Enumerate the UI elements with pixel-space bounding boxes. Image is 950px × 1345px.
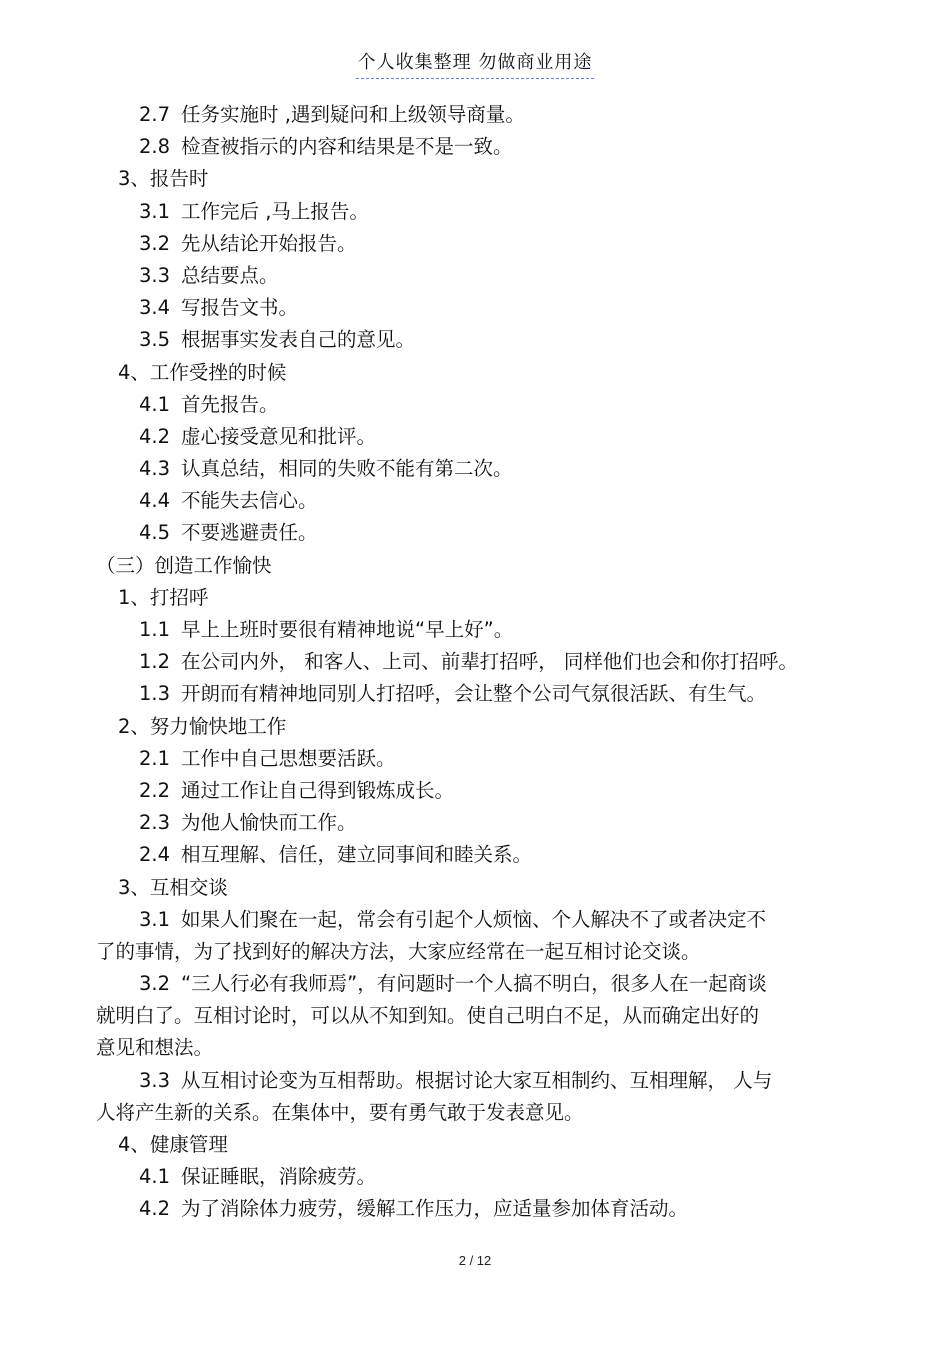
item-text: 意见和想法。 — [96, 1036, 214, 1060]
item-number: 3.2 — [139, 972, 171, 996]
item-number: 4.2 — [139, 424, 171, 448]
item-text: 1、打招呼 — [118, 585, 209, 609]
item-text: 3、报告时 — [118, 167, 209, 191]
item-number: 2.2 — [139, 778, 171, 802]
item-text: 不要逃避责任。 — [181, 521, 318, 545]
list-item — [0, 131, 950, 163]
list-item — [0, 968, 950, 1000]
list-item — [0, 646, 950, 678]
section-heading — [0, 550, 950, 582]
item-text: 为他人愉快而工作。 — [181, 811, 357, 835]
item-text: 首先报告。 — [181, 392, 279, 416]
section-heading — [0, 582, 950, 614]
item-number: 4.4 — [139, 489, 171, 513]
item-text: 检查被指示的内容和结果是不是一致。 — [181, 135, 513, 159]
item-text: 任务实施时 ,遇到疑问和上级领导商量。 — [181, 103, 525, 126]
list-item — [0, 485, 950, 517]
item-text: 工作中自己思想要活跃。 — [181, 746, 396, 770]
item-text: 根据事实发表自己的意见。 — [181, 328, 416, 352]
item-number: 3.5 — [139, 328, 171, 352]
item-text: 虚心接受意见和批评。 — [181, 424, 377, 448]
item-number: 4.5 — [139, 521, 171, 545]
item-text: 开朗而有精神地同别人打招呼，会让整个公司气氛很活跃、有生气。 — [181, 682, 767, 706]
list-item — [0, 196, 950, 228]
item-text: 从互相讨论变为互相帮助。根据讨论大家互相制约、互相理解， 人与 — [181, 1068, 773, 1092]
item-text: 通过工作让自己得到锻炼成长。 — [181, 778, 455, 802]
header-text: 个人收集整理 勿做商业用途 — [356, 48, 595, 79]
item-number: 1.3 — [139, 682, 171, 706]
item-number: 4.2 — [139, 1197, 171, 1221]
item-text: 如果人们聚在一起，常会有引起个人烦恼、个人解决不了或者决定不 — [181, 907, 767, 931]
list-item — [0, 775, 950, 807]
list-item — [0, 1193, 950, 1225]
list-item — [0, 517, 950, 549]
list-item — [0, 99, 950, 131]
item-number: 2.3 — [139, 811, 171, 835]
item-number: 4.1 — [139, 1165, 171, 1189]
item-text: 先从结论开始报告。 — [181, 231, 357, 255]
list-item — [0, 904, 950, 936]
list-item — [0, 453, 950, 485]
item-number: 3.1 — [139, 199, 171, 223]
item-text: 写报告文书。 — [181, 296, 299, 320]
list-item — [0, 614, 950, 646]
page-header — [0, 48, 950, 79]
item-number: 2.1 — [139, 746, 171, 770]
item-text: 就明白了。互相讨论时，可以从不知到知。使自己明白不足，从而确定出好的 — [96, 1004, 760, 1028]
item-number: 3.1 — [139, 907, 171, 931]
list-item — [0, 1065, 950, 1097]
list-item — [0, 260, 950, 292]
item-text: 不能失去信心。 — [181, 489, 318, 513]
item-text: 了的事情，为了找到好的解决方法，大家应经常在一起互相讨论交谈。 — [96, 939, 701, 963]
list-item — [0, 292, 950, 324]
item-text: “三人行必有我师焉”，有问题时一个人搞不明白，很多人在一起商谈 — [181, 972, 767, 996]
item-text: 早上上班时要很有精神地说“早上好”。 — [181, 618, 514, 641]
item-text: 工作完后 ,马上报告。 — [181, 199, 369, 223]
item-text: 为了消除体力疲劳，缓解工作压力，应适量参加体育活动。 — [181, 1197, 689, 1221]
item-number: 4.3 — [139, 457, 171, 481]
item-text: 2、努力愉快地工作 — [118, 714, 287, 738]
section-heading — [0, 872, 950, 904]
paragraph-continuation — [0, 1032, 950, 1064]
item-text: （三）创造工作愉快 — [96, 553, 272, 577]
paragraph-continuation — [0, 1097, 950, 1129]
item-number: 2.4 — [139, 843, 171, 867]
list-item — [0, 1161, 950, 1193]
list-item — [0, 324, 950, 356]
item-number: 2.7 — [139, 103, 171, 126]
section-heading — [0, 711, 950, 743]
item-text: 4、工作受挫的时候 — [118, 360, 287, 384]
item-text: 保证睡眠，消除疲劳。 — [181, 1165, 377, 1189]
paragraph-continuation — [0, 936, 950, 968]
list-item — [0, 807, 950, 839]
item-number: 3.3 — [139, 263, 171, 287]
item-number: 3.4 — [139, 296, 171, 320]
paragraph-continuation — [0, 1000, 950, 1032]
section-heading — [0, 357, 950, 389]
item-text: 相互理解、信任，建立同事间和睦关系。 — [181, 843, 533, 867]
item-text: 3、互相交谈 — [118, 875, 228, 899]
list-item — [0, 839, 950, 871]
item-number: 3.3 — [139, 1068, 171, 1092]
item-number: 2.8 — [139, 135, 171, 159]
item-number: 1.1 — [139, 618, 171, 641]
section-heading — [0, 1129, 950, 1161]
item-number: 3.2 — [139, 231, 171, 255]
list-item — [0, 389, 950, 421]
item-number: 1.2 — [139, 650, 171, 674]
item-text: 4、健康管理 — [118, 1133, 228, 1156]
list-item — [0, 678, 950, 710]
page-number: 2 / 12 — [458, 1253, 492, 1268]
section-heading — [0, 163, 950, 195]
item-text: 在公司内外， 和客人、上司、前辈打招呼， 同样他们也会和你打招呼。 — [181, 650, 798, 674]
item-text: 总结要点。 — [181, 263, 279, 287]
item-number: 4.1 — [139, 392, 171, 416]
item-text: 人将产生新的关系。在集体中，要有勇气敢于发表意见。 — [96, 1100, 584, 1124]
list-item — [0, 743, 950, 775]
item-text: 认真总结，相同的失败不能有第二次。 — [181, 457, 513, 481]
list-item — [0, 421, 950, 453]
list-item — [0, 228, 950, 260]
document-body — [0, 99, 950, 1226]
